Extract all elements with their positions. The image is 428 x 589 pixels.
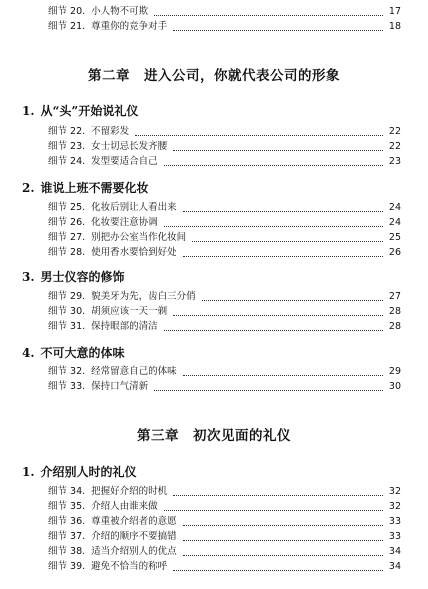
section-number: 1. — [22, 104, 35, 118]
section-heading — [22, 102, 138, 119]
toc-entry[interactable] — [48, 124, 401, 140]
entry-page-number: 22 — [388, 141, 401, 152]
entry-page-number: 33 — [388, 531, 401, 542]
toc-entry[interactable] — [48, 529, 401, 545]
entry-number: 细节 22. — [48, 126, 86, 137]
entry-number: 细节 35. — [48, 501, 86, 512]
entry-number: 细节 36. — [48, 516, 86, 527]
entry-title: 貌美牙为先，齿白三分俏 — [91, 291, 196, 302]
chapter-heading — [0, 424, 428, 444]
toc-entry[interactable] — [48, 215, 401, 231]
entry-title: 介绍的顺序不要搞错 — [91, 531, 177, 542]
entry-title: 适当介绍别人的优点 — [91, 546, 177, 557]
toc-entry[interactable] — [48, 245, 401, 261]
section-title: 从“头”开始说礼仪 — [40, 104, 139, 118]
entry-title: 介绍人由谁来做 — [91, 501, 158, 512]
dot-leader — [183, 375, 383, 376]
entry-page-number: 34 — [388, 561, 401, 572]
entry-page-number: 28 — [388, 321, 401, 332]
entry-title: 小人物不可欺 — [91, 6, 149, 17]
entry-title: 化妆后别让人看出来 — [91, 202, 177, 213]
entry-page-number: 18 — [388, 21, 401, 32]
entry-number: 细节 21. — [48, 21, 86, 32]
entry-page-number: 22 — [388, 126, 401, 137]
entry-title: 女士切忌长发齐腰 — [91, 141, 168, 152]
entry-title: 化妆要注意协调 — [91, 217, 158, 228]
entry-number: 细节 27. — [48, 232, 86, 243]
entry-page-number: 25 — [388, 232, 401, 243]
entry-page-number: 26 — [388, 247, 401, 258]
dot-leader — [202, 300, 383, 301]
section-title: 介绍别人时的礼仪 — [40, 465, 137, 479]
entry-number: 细节 38. — [48, 546, 86, 557]
toc-entry[interactable] — [48, 364, 401, 380]
toc-entry[interactable] — [48, 484, 401, 500]
entry-number: 细节 20. — [48, 6, 86, 17]
dot-leader — [183, 211, 383, 212]
entry-title: 经常留意自己的体味 — [91, 366, 177, 377]
entry-number: 细节 31. — [48, 321, 86, 332]
section-title: 谁说上班不需要化妆 — [40, 181, 149, 195]
section-number: 4. — [22, 346, 35, 360]
dot-leader — [154, 15, 383, 16]
entry-page-number: 32 — [388, 486, 401, 497]
toc-entry[interactable] — [48, 200, 401, 216]
dot-leader — [173, 570, 383, 571]
toc-entry[interactable] — [48, 139, 401, 155]
section-title: 男士仪容的修饰 — [40, 270, 125, 284]
section-heading — [22, 344, 125, 361]
section-heading — [22, 463, 137, 480]
entry-number: 细节 39. — [48, 561, 86, 572]
entry-page-number: 29 — [388, 366, 401, 377]
toc-entry[interactable] — [48, 544, 401, 560]
section-heading — [22, 179, 149, 196]
toc-entry[interactable] — [48, 514, 401, 530]
dot-leader — [164, 165, 383, 166]
toc-entry[interactable] — [48, 19, 401, 35]
entry-title: 不留彩发 — [91, 126, 130, 137]
dot-leader — [135, 135, 383, 136]
section-number: 2. — [22, 181, 35, 195]
section-title: 不可大意的体味 — [40, 346, 125, 360]
dot-leader — [173, 495, 383, 496]
chapter-title: 初次见面的礼仪 — [193, 428, 291, 444]
entry-title: 保持口气清新 — [91, 381, 149, 392]
chapter-number: 第二章 — [88, 68, 130, 84]
toc-entry[interactable] — [48, 499, 401, 515]
entry-title: 避免不恰当的称呼 — [91, 561, 168, 572]
section-number: 1. — [22, 465, 35, 479]
dot-leader — [164, 226, 383, 227]
entry-page-number: 33 — [388, 516, 401, 527]
entry-number: 细节 33. — [48, 381, 86, 392]
entry-page-number: 24 — [388, 202, 401, 213]
entry-number: 细节 32. — [48, 366, 86, 377]
entry-page-number: 32 — [388, 501, 401, 512]
dot-leader — [192, 241, 383, 242]
dot-leader — [183, 555, 383, 556]
entry-number: 细节 28. — [48, 247, 86, 258]
section-heading — [22, 268, 125, 285]
toc-entry[interactable] — [48, 230, 401, 246]
chapter-number: 第三章 — [137, 428, 179, 444]
toc-entry[interactable] — [48, 319, 401, 335]
entry-title: 把握好介绍的时机 — [91, 486, 168, 497]
entry-title: 发型要适合自己 — [91, 156, 158, 167]
entry-title: 别把办公室当作化妆间 — [91, 232, 187, 243]
dot-leader — [164, 330, 383, 331]
chapter-heading — [0, 64, 428, 84]
entry-number: 细节 34. — [48, 486, 86, 497]
entry-number: 细节 25. — [48, 202, 86, 213]
dot-leader — [183, 540, 383, 541]
entry-page-number: 17 — [388, 6, 401, 17]
entry-page-number: 27 — [388, 291, 401, 302]
entry-title: 使用香水要恰到好处 — [91, 247, 177, 258]
chapter-title: 进入公司，你就代表公司的形象 — [144, 68, 340, 84]
dot-leader — [164, 510, 383, 511]
dot-leader — [183, 525, 383, 526]
entry-number: 细节 30. — [48, 306, 86, 317]
dot-leader — [173, 150, 383, 151]
entry-title: 尊重被介绍者的意愿 — [91, 516, 177, 527]
section-number: 3. — [22, 270, 35, 284]
toc-entry[interactable] — [48, 154, 401, 170]
entry-title: 保持眼部的清洁 — [91, 321, 158, 332]
dot-leader — [173, 315, 383, 316]
entry-number: 细节 23. — [48, 141, 86, 152]
entry-page-number: 24 — [388, 217, 401, 228]
toc-entry[interactable] — [48, 559, 401, 575]
dot-leader — [154, 390, 383, 391]
entry-number: 细节 26. — [48, 217, 86, 228]
entry-number: 细节 24. — [48, 156, 86, 167]
dot-leader — [183, 256, 383, 257]
toc-entry[interactable] — [48, 4, 401, 20]
toc-entry[interactable] — [48, 304, 401, 320]
entry-title: 尊重你的竞争对手 — [91, 21, 168, 32]
entry-page-number: 28 — [388, 306, 401, 317]
dot-leader — [173, 30, 383, 31]
entry-page-number: 23 — [388, 156, 401, 167]
toc-entry[interactable] — [48, 289, 401, 305]
entry-page-number: 30 — [388, 381, 401, 392]
entry-page-number: 34 — [388, 546, 401, 557]
entry-number: 细节 29. — [48, 291, 86, 302]
entry-number: 细节 37. — [48, 531, 86, 542]
entry-title: 胡须应该一天一剃 — [91, 306, 168, 317]
toc-entry[interactable] — [48, 379, 401, 395]
